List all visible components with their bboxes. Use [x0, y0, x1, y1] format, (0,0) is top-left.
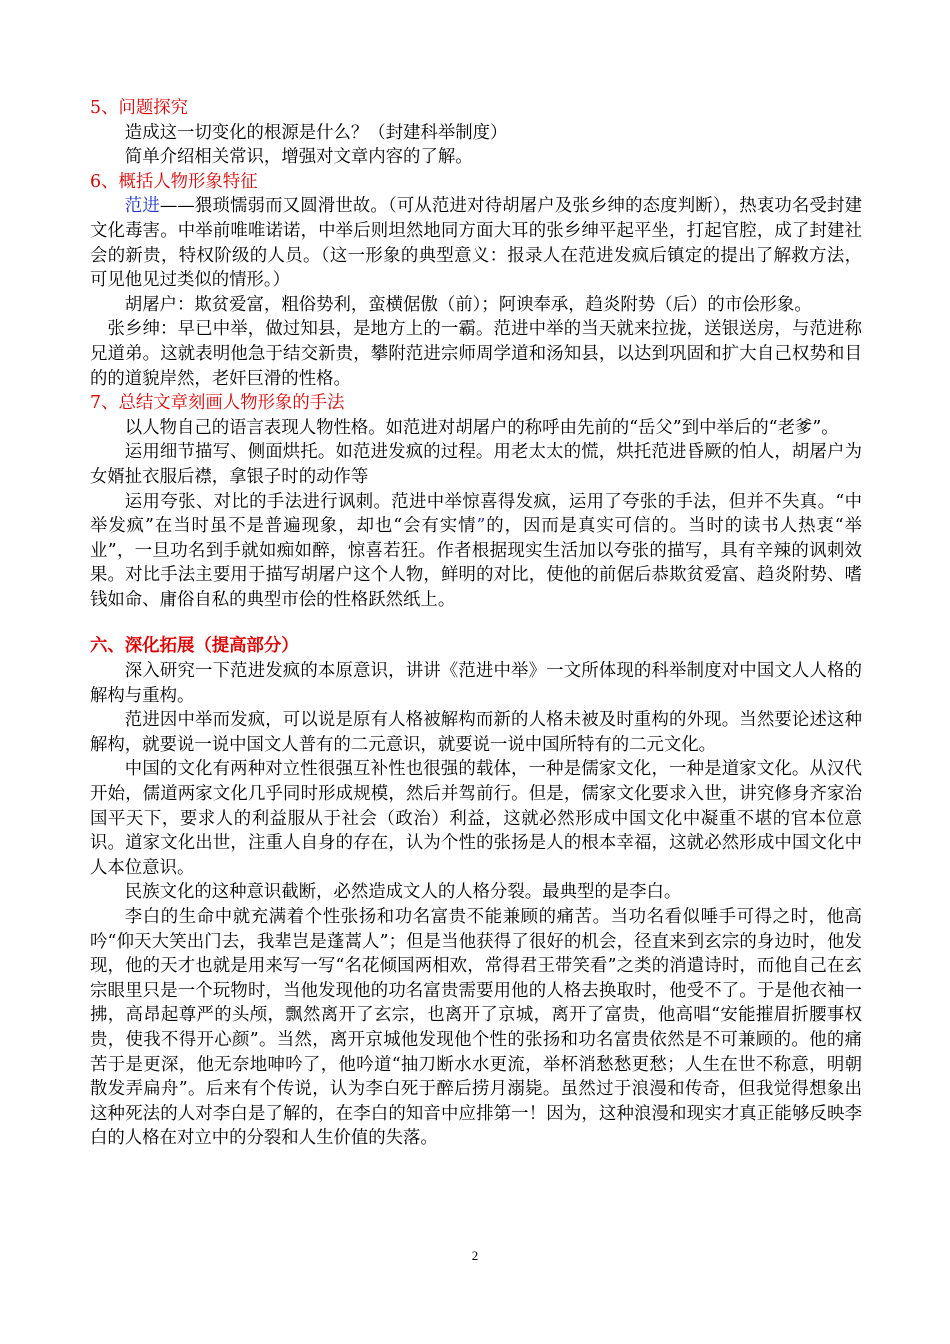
section-six-paragraph-3: 中国的文化有两种对立性很强互补性也很强的载体，一种是儒家文化，一种是道家文化。从汉代开始，儒道两家文化几乎同时形成规模，然后并驾前行。但是，儒家文化要求入世，讲究修身齐家治国平天下，要求人的利益服从于社会（政治）利益，这就必然形成中国文化中凝重不堪的官本位意识。道家文化出世，注重人自身的存在，认为个性的张扬是人的根本幸福，这就必然形成中国文化中人本位意识。	[90, 759, 862, 878]
section-6-heading: 6、概括人物形象特征	[90, 171, 258, 192]
section-six-paragraph-5: 李白的生命中就充满着个性张扬和功名富贵不能兼顾的痛苦。当功名看似唾手可得之时，他高吟“仰天大笑出门去，我辈岂是蓬蒿人”；但是当他获得了很好的机会，径直来到玄宗的身边时，他发现，他的天才也就是用来写一写“名花倾国两相欢，常得君王带笑看”之类的消遣诗时，而他自己在玄宗眼里只是一个玩物时，当他发现他的功名富贵需要用他的人格去换取时，他受不了。于是他衣袖一拂，高昂起尊严的头颅，飘然离开了玄宗，也离开了京城，离开了富贵，他高唱“安能摧眉折腰事权贵，使我不得开心颜”。当然，离开京城他发现他个性的张扬和功名富贵依然是不可兼顾的。他的痛苦于是更深，他无奈地呻吟了，他吟道“抽刀断水水更流，举杯消愁愁更愁；人生在世不称意，明朝散发弄扁舟”。后来有个传说，认为李白死于醉后捞月溺毙。虽然过于浪漫和传奇，但我觉得想象出这种死法的人对李白是了解的，在李白的知音中应排第一！因为，这种浪漫和现实才真正能够反映李白的人格在对立中的分裂和人生价值的失落。	[90, 907, 862, 1149]
zhang-paragraph: 张乡绅：早已中举，做过知县，是地方上的一霸。范进中举的当天就来拉拢，送银送房，与范进称兄道弟。这就表明他急于结交新贵，攀附范进宗师周学道和汤知县，以达到巩固和扩大自己权势和目的的道貌岸然，老奸巨滑的性格。	[90, 319, 862, 389]
section-six-paragraph-4: 民族文化的这种意识截断，必然造成文人的人格分裂。最典型的是李白。	[124, 882, 682, 903]
section-7-paragraph-2: 运用细节描写、侧面烘托。如范进发疯的过程。用老太太的慌，烘托范进昏厥的怕人，胡屠户为女婿扯衣服后襟，拿银子时的动作等	[90, 442, 862, 487]
section-six-heading: 六、深化拓展（提高部分）	[90, 636, 299, 657]
hutuhu-paragraph: 胡屠户：欺贫爱富，粗俗势利，蛮横倨傲（前）；阿谀奉承，趋炎附势（后）的市侩形象。	[124, 294, 812, 315]
section-5-paragraph-2: 简单介绍相关常识，增强对文章内容的了解。	[124, 147, 473, 168]
document-page	[90, 96, 862, 1151]
section-7-heading: 7、总结文章刻画人物形象的手法	[90, 393, 345, 414]
section-six-paragraph-1: 深入研究一下范进发疯的本原意识，讲讲《范进中举》一文所体现的科举制度对中国文人人格的解构与重构。	[90, 661, 862, 706]
section-5-paragraph-1: 造成这一切变化的根源是什么？（封建科举制度）	[124, 122, 508, 143]
page-number: 2	[471, 1248, 479, 1263]
fanjin-paragraph	[90, 194, 862, 292]
blue-quote-mark: ”	[476, 516, 486, 537]
section-7-paragraph-3-part-b: 的，因而是真实可信的。当时的读书人热衷“举业”，一旦功名到手就如痴如醉，惊喜若狂。作者根据现实生活加以夸张的描写，具有辛辣的讽刺效果。对比手法主要用于描写胡屠户这个人物，鲜明的对比，使他的前倨后恭欺贫爱富、趋炎附势、嗜钱如命、庸俗自私的典型市侩的性格跃然纸上。	[90, 516, 862, 610]
fanjin-text: ——猥琐懦弱而又圆滑世故。（可从范进对待胡屠户及张乡绅的态度判断），热衷功名受封建文化毒害。中举前唯唯诺诺，中举后则坦然地同方面大耳的张乡绅平起平坐，打起官腔，成了封建社会的新贵，特权阶级的人员。（这一形象的典型意义：报录人在范进发疯后镇定的提出了解救方法，可见他见过类似的情形。）	[90, 196, 862, 291]
section-gap	[90, 612, 862, 634]
section-7-paragraph-3	[90, 490, 862, 613]
section-5-heading: 5、问题探究	[90, 98, 189, 118]
section-7-paragraph-1: 以人物自己的语言表现人物性格。如范进对胡屠户的称呼由先前的“岳父”到中举后的“老爹”。	[124, 417, 839, 438]
section-7-paragraph-3-part-a: 运用夸张、对比的手法进行讽刺。范进中举惊喜得发疯，运用了夸张的手法，但并不失真。“中举发疯”在当时虽不是普遍现象，却也“会有实情	[90, 491, 862, 537]
fanjin-name: 范进	[124, 196, 160, 217]
section-six-paragraph-2: 范进因中举而发疯，可以说是原有人格被解构而新的人格未被及时重构的外现。当然要论述这种解构，就要说一说中国文人普有的二元意识，就要说一说中国所特有的二元文化。	[90, 710, 862, 755]
